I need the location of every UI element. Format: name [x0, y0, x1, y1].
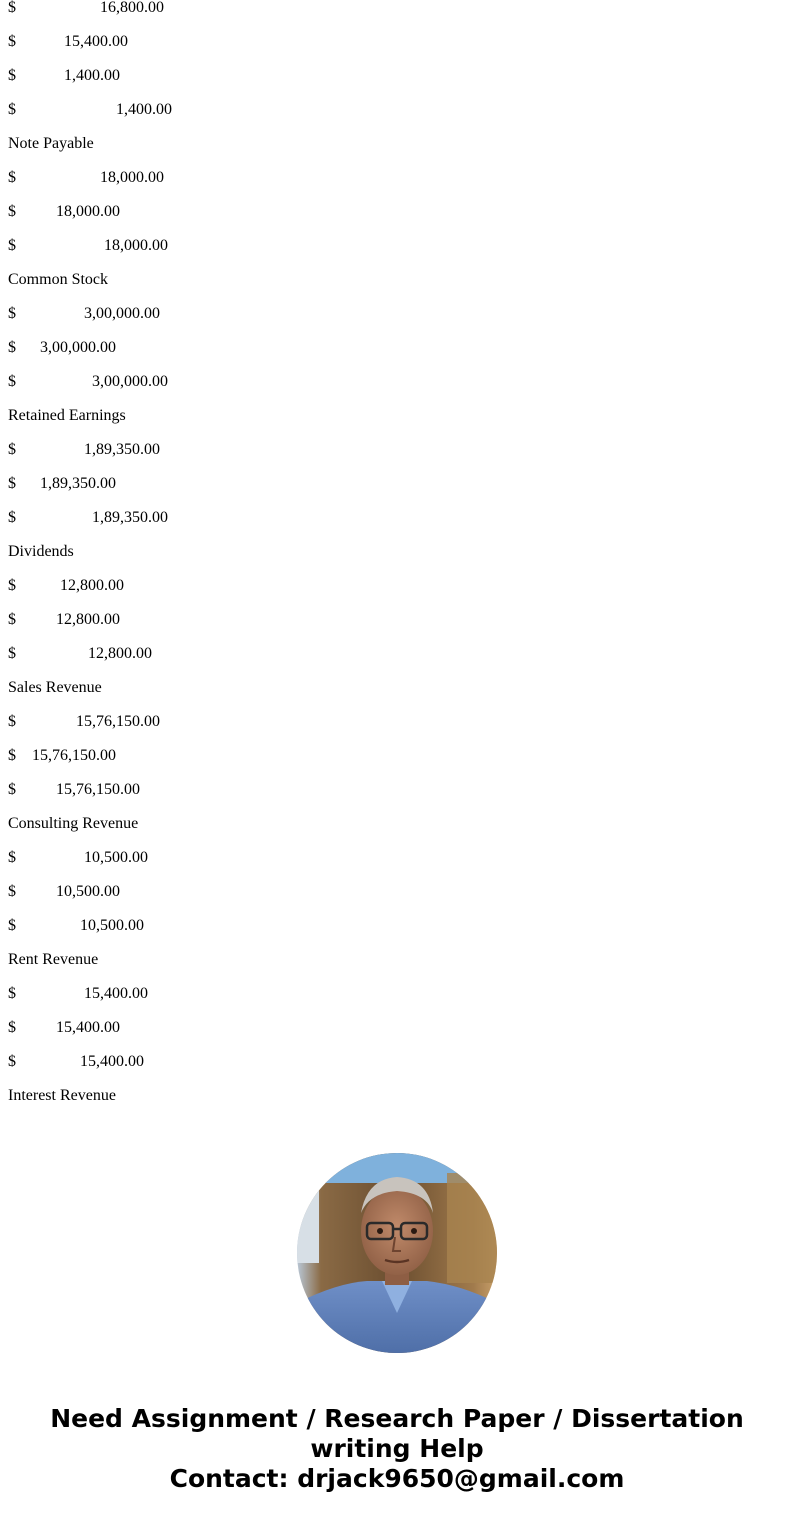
amount-row	[8, 569, 708, 603]
account-name: Rent Revenue	[8, 951, 99, 968]
amount-row	[8, 297, 708, 331]
account-heading	[8, 127, 708, 161]
amount-value: 15,400.00	[64, 33, 128, 50]
amount-row	[8, 433, 708, 467]
currency-symbol: $	[8, 0, 16, 16]
account-name: Retained Earnings	[8, 407, 126, 424]
account-heading	[8, 535, 708, 569]
currency-symbol: $	[8, 67, 16, 84]
amount-value: 12,800.00	[60, 577, 124, 594]
currency-symbol: $	[8, 475, 16, 492]
currency-symbol: $	[8, 985, 16, 1002]
amount-value: 1,400.00	[64, 67, 120, 84]
content-fade	[0, 1112, 794, 1128]
account-heading	[8, 263, 708, 297]
amount-row	[8, 637, 708, 671]
account-name: Sales Revenue	[8, 679, 102, 696]
amount-value: 3,00,000.00	[84, 305, 160, 322]
amount-value: 15,76,150.00	[32, 747, 116, 764]
amount-value: 12,800.00	[88, 645, 152, 662]
amount-value: 15,76,150.00	[56, 781, 140, 798]
amount-row	[8, 875, 708, 909]
amount-value: 3,00,000.00	[92, 373, 168, 390]
account-name: Interest Revenue	[8, 1087, 116, 1104]
promo-line-1: Need Assignment / Research Paper / Dissertation	[50, 1404, 744, 1433]
amount-row	[8, 467, 708, 501]
amount-row	[8, 331, 708, 365]
account-name: Common Stock	[8, 271, 109, 288]
currency-symbol: $	[8, 747, 16, 764]
amount-value: 1,89,350.00	[92, 509, 168, 526]
amount-row	[8, 195, 708, 229]
amount-row	[8, 603, 708, 637]
amount-value: 16,800.00	[100, 0, 164, 16]
currency-symbol: $	[8, 203, 16, 220]
ledger-list	[8, 0, 708, 1113]
author-avatar	[297, 1153, 497, 1353]
author-photo	[297, 1153, 497, 1353]
currency-symbol: $	[8, 1053, 16, 1070]
amount-value: 10,500.00	[56, 883, 120, 900]
amount-value: 18,000.00	[104, 237, 168, 254]
amount-row	[8, 773, 708, 807]
currency-symbol: $	[8, 917, 16, 934]
amount-row	[8, 841, 708, 875]
currency-symbol: $	[8, 33, 16, 50]
amount-row	[8, 1045, 708, 1079]
account-name: Dividends	[8, 543, 74, 560]
currency-symbol: $	[8, 169, 16, 186]
account-name: Consulting Revenue	[8, 815, 139, 832]
amount-row	[8, 705, 708, 739]
currency-symbol: $	[8, 645, 16, 662]
amount-value: 1,400.00	[116, 101, 172, 118]
amount-value: 15,76,150.00	[76, 713, 160, 730]
account-name: Note Payable	[8, 135, 94, 152]
amount-row	[8, 1011, 708, 1045]
amount-row	[8, 909, 708, 943]
amount-value: 15,400.00	[80, 1053, 144, 1070]
amount-row	[8, 739, 708, 773]
account-heading	[8, 1079, 708, 1113]
currency-symbol: $	[8, 101, 16, 118]
account-heading	[8, 671, 708, 705]
currency-symbol: $	[8, 781, 16, 798]
currency-symbol: $	[8, 373, 16, 390]
amount-row	[8, 365, 708, 399]
amount-value: 3,00,000.00	[40, 339, 116, 356]
currency-symbol: $	[8, 611, 16, 628]
amount-row	[8, 229, 708, 263]
currency-symbol: $	[8, 883, 16, 900]
currency-symbol: $	[8, 305, 16, 322]
amount-value: 12,800.00	[56, 611, 120, 628]
amount-value: 18,000.00	[100, 169, 164, 186]
amount-row	[8, 93, 708, 127]
amount-row	[8, 0, 708, 25]
amount-row	[8, 59, 708, 93]
amount-row	[8, 25, 708, 59]
amount-row	[8, 977, 708, 1011]
currency-symbol: $	[8, 577, 16, 594]
account-heading	[8, 399, 708, 433]
currency-symbol: $	[8, 509, 16, 526]
amount-value: 18,000.00	[56, 203, 120, 220]
currency-symbol: $	[8, 713, 16, 730]
amount-value: 1,89,350.00	[40, 475, 116, 492]
amount-value: 1,89,350.00	[84, 441, 160, 458]
amount-row	[8, 161, 708, 195]
promo-line-2: writing Help	[310, 1434, 484, 1463]
amount-row	[8, 501, 708, 535]
currency-symbol: $	[8, 237, 16, 254]
account-heading	[8, 943, 708, 977]
amount-value: 10,500.00	[80, 917, 144, 934]
amount-value: 15,400.00	[56, 1019, 120, 1036]
promo-footer	[0, 1404, 794, 1494]
account-heading	[8, 807, 708, 841]
currency-symbol: $	[8, 849, 16, 866]
amount-value: 15,400.00	[84, 985, 148, 1002]
promo-line-3: Contact: drjack9650@gmail.com	[169, 1464, 625, 1493]
currency-symbol: $	[8, 1019, 16, 1036]
currency-symbol: $	[8, 441, 16, 458]
amount-value: 10,500.00	[84, 849, 148, 866]
currency-symbol: $	[8, 339, 16, 356]
